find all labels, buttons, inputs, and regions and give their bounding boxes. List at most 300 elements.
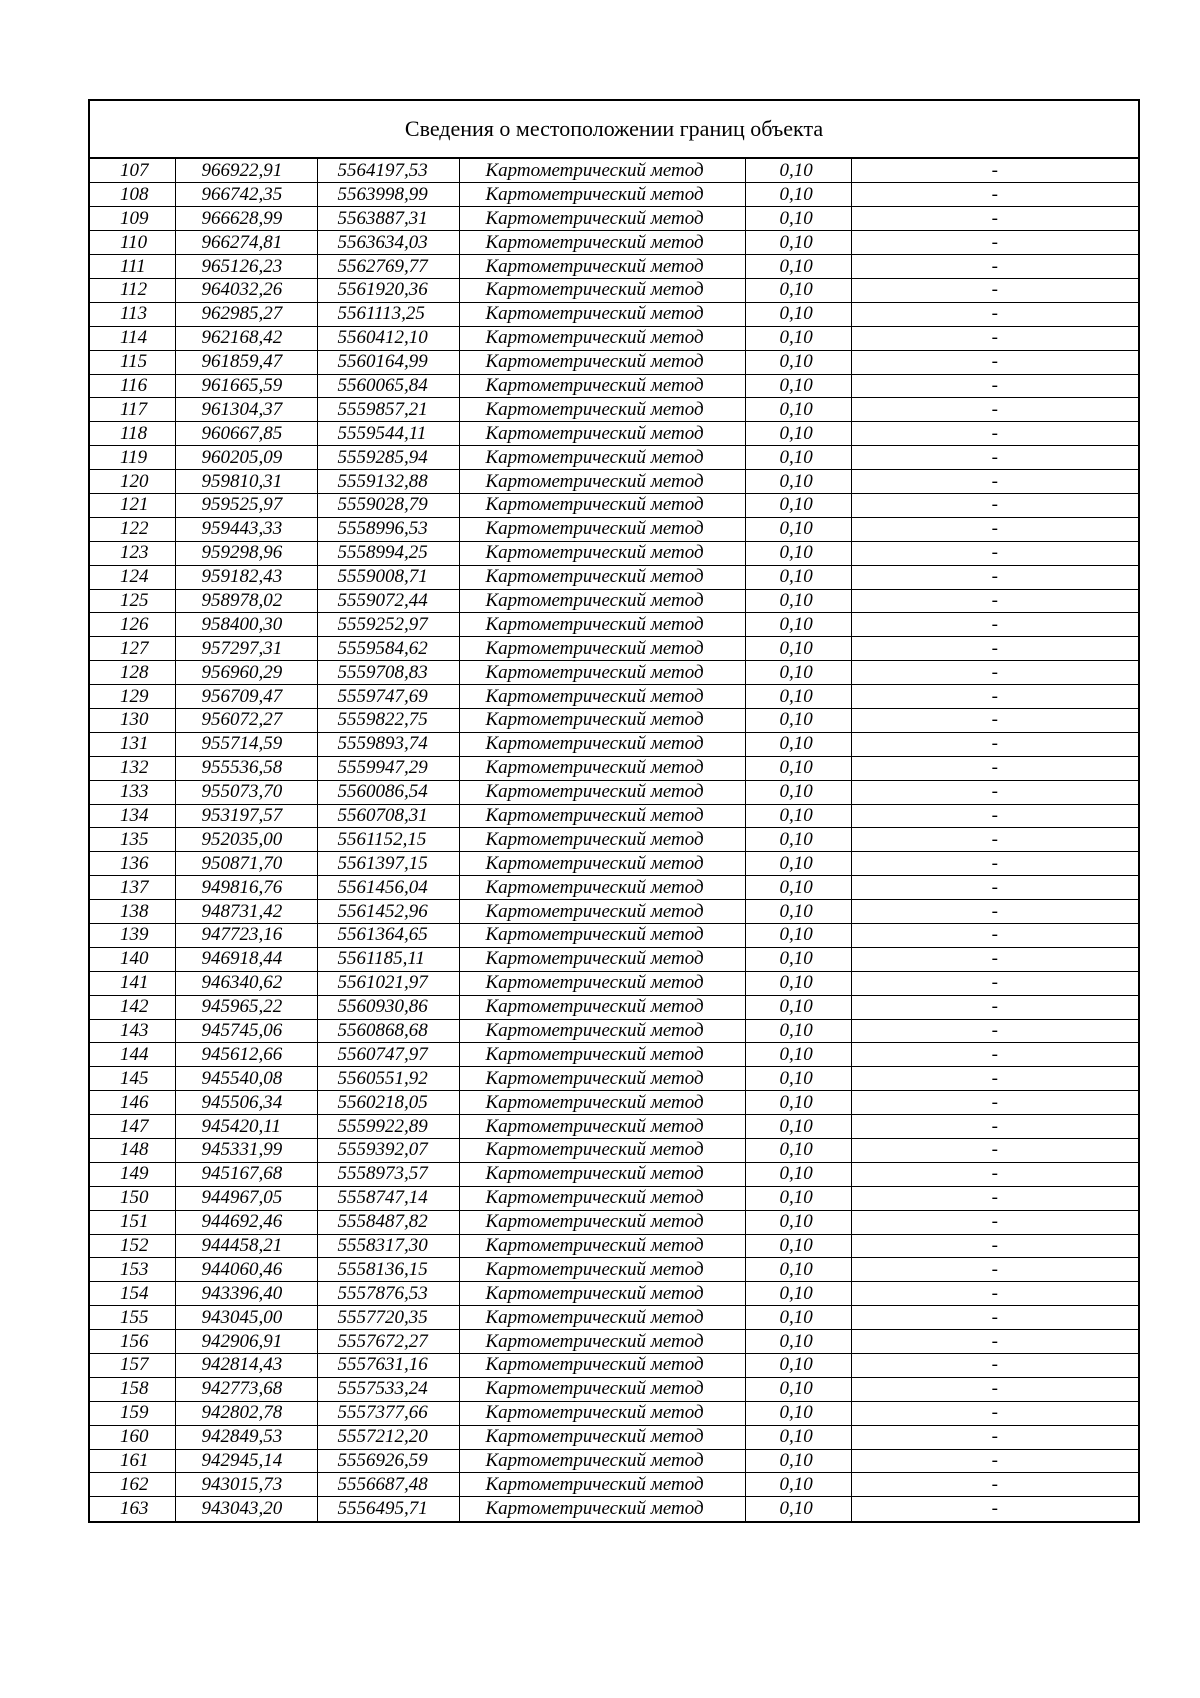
- y-coordinate-cell: 5559584,62: [317, 637, 459, 661]
- accuracy-cell: 0,10: [745, 1091, 851, 1115]
- method-cell: Картометрический метод: [459, 302, 745, 326]
- description-cell: -: [851, 1282, 1138, 1306]
- description-cell: -: [851, 1186, 1138, 1210]
- x-coordinate-cell: 956960,29: [175, 661, 317, 685]
- table-row: [90, 1306, 1138, 1330]
- x-coordinate-cell: 959525,97: [175, 493, 317, 517]
- method-cell: Картометрический метод: [459, 1186, 745, 1210]
- accuracy-cell: 0,10: [745, 350, 851, 374]
- boundary-table-frame: [88, 99, 1140, 1523]
- method-cell: Картометрический метод: [459, 255, 745, 279]
- table-title: Сведения о местоположении границ объекта: [90, 101, 1138, 159]
- table-row: [90, 661, 1138, 685]
- y-coordinate-cell: 5557533,24: [317, 1377, 459, 1401]
- accuracy-cell: 0,10: [745, 255, 851, 279]
- method-cell: Картометрический метод: [459, 231, 745, 255]
- x-coordinate-cell: 961665,59: [175, 374, 317, 398]
- x-coordinate-cell: 944967,05: [175, 1186, 317, 1210]
- point-number-cell: 149: [90, 1162, 175, 1186]
- point-number-cell: 110: [90, 231, 175, 255]
- table-row: [90, 1282, 1138, 1306]
- accuracy-cell: 0,10: [745, 159, 851, 183]
- method-cell: Картометрический метод: [459, 326, 745, 350]
- x-coordinate-cell: 944060,46: [175, 1258, 317, 1282]
- accuracy-cell: 0,10: [745, 565, 851, 589]
- method-cell: Картометрический метод: [459, 565, 745, 589]
- description-cell: -: [851, 971, 1138, 995]
- table-row: [90, 1330, 1138, 1354]
- table-row: [90, 231, 1138, 255]
- description-cell: -: [851, 207, 1138, 231]
- method-cell: Картометрический метод: [459, 446, 745, 470]
- point-number-cell: 155: [90, 1306, 175, 1330]
- y-coordinate-cell: 5558994,25: [317, 541, 459, 565]
- description-cell: -: [851, 708, 1138, 732]
- point-number-cell: 135: [90, 828, 175, 852]
- point-number-cell: 154: [90, 1282, 175, 1306]
- y-coordinate-cell: 5561185,11: [317, 947, 459, 971]
- accuracy-cell: 0,10: [745, 1210, 851, 1234]
- x-coordinate-cell: 945965,22: [175, 995, 317, 1019]
- table-row: [90, 828, 1138, 852]
- point-number-cell: 157: [90, 1354, 175, 1378]
- accuracy-cell: 0,10: [745, 804, 851, 828]
- description-cell: -: [851, 756, 1138, 780]
- description-cell: -: [851, 326, 1138, 350]
- method-cell: Картометрический метод: [459, 1473, 745, 1497]
- table-row: [90, 255, 1138, 279]
- x-coordinate-cell: 942802,78: [175, 1401, 317, 1425]
- x-coordinate-cell: 943043,20: [175, 1497, 317, 1521]
- point-number-cell: 134: [90, 804, 175, 828]
- x-coordinate-cell: 955536,58: [175, 756, 317, 780]
- description-cell: -: [851, 302, 1138, 326]
- accuracy-cell: 0,10: [745, 900, 851, 924]
- accuracy-cell: 0,10: [745, 1258, 851, 1282]
- method-cell: Картометрический метод: [459, 350, 745, 374]
- method-cell: Картометрический метод: [459, 756, 745, 780]
- x-coordinate-cell: 945745,06: [175, 1019, 317, 1043]
- y-coordinate-cell: 5557672,27: [317, 1330, 459, 1354]
- accuracy-cell: 0,10: [745, 1473, 851, 1497]
- method-cell: Картометрический метод: [459, 183, 745, 207]
- accuracy-cell: 0,10: [745, 876, 851, 900]
- point-number-cell: 139: [90, 924, 175, 948]
- y-coordinate-cell: 5557212,20: [317, 1425, 459, 1449]
- y-coordinate-cell: 5560218,05: [317, 1091, 459, 1115]
- x-coordinate-cell: 942814,43: [175, 1354, 317, 1378]
- method-cell: Картометрический метод: [459, 1210, 745, 1234]
- description-cell: -: [851, 900, 1138, 924]
- accuracy-cell: 0,10: [745, 1330, 851, 1354]
- point-number-cell: 111: [90, 255, 175, 279]
- y-coordinate-cell: 5558487,82: [317, 1210, 459, 1234]
- description-cell: -: [851, 493, 1138, 517]
- point-number-cell: 118: [90, 422, 175, 446]
- point-number-cell: 150: [90, 1186, 175, 1210]
- y-coordinate-cell: 5563887,31: [317, 207, 459, 231]
- table-row: [90, 1258, 1138, 1282]
- x-coordinate-cell: 959810,31: [175, 470, 317, 494]
- y-coordinate-cell: 5561113,25: [317, 302, 459, 326]
- method-cell: Картометрический метод: [459, 1330, 745, 1354]
- table-row: [90, 183, 1138, 207]
- point-number-cell: 156: [90, 1330, 175, 1354]
- accuracy-cell: 0,10: [745, 1377, 851, 1401]
- method-cell: Картометрический метод: [459, 1401, 745, 1425]
- description-cell: -: [851, 1377, 1138, 1401]
- accuracy-cell: 0,10: [745, 1306, 851, 1330]
- x-coordinate-cell: 950871,70: [175, 852, 317, 876]
- accuracy-cell: 0,10: [745, 1139, 851, 1163]
- table-row: [90, 1497, 1138, 1521]
- y-coordinate-cell: 5559857,21: [317, 398, 459, 422]
- table-row: [90, 780, 1138, 804]
- table-row: [90, 947, 1138, 971]
- y-coordinate-cell: 5558996,53: [317, 517, 459, 541]
- table-row: [90, 159, 1138, 183]
- point-number-cell: 130: [90, 708, 175, 732]
- table-row: [90, 995, 1138, 1019]
- method-cell: Картометрический метод: [459, 804, 745, 828]
- coordinates-table-body: [90, 159, 1138, 1521]
- y-coordinate-cell: 5559922,89: [317, 1115, 459, 1139]
- accuracy-cell: 0,10: [745, 231, 851, 255]
- x-coordinate-cell: 942945,14: [175, 1449, 317, 1473]
- method-cell: Картометрический метод: [459, 207, 745, 231]
- description-cell: -: [851, 613, 1138, 637]
- point-number-cell: 109: [90, 207, 175, 231]
- table-row: [90, 1377, 1138, 1401]
- table-row: [90, 326, 1138, 350]
- y-coordinate-cell: 5561021,97: [317, 971, 459, 995]
- y-coordinate-cell: 5562769,77: [317, 255, 459, 279]
- description-cell: -: [851, 446, 1138, 470]
- point-number-cell: 120: [90, 470, 175, 494]
- y-coordinate-cell: 5559028,79: [317, 493, 459, 517]
- point-number-cell: 163: [90, 1497, 175, 1521]
- description-cell: -: [851, 661, 1138, 685]
- method-cell: Картометрический метод: [459, 1258, 745, 1282]
- x-coordinate-cell: 956709,47: [175, 685, 317, 709]
- table-row: [90, 589, 1138, 613]
- y-coordinate-cell: 5557720,35: [317, 1306, 459, 1330]
- description-cell: -: [851, 876, 1138, 900]
- description-cell: -: [851, 804, 1138, 828]
- description-cell: -: [851, 1019, 1138, 1043]
- x-coordinate-cell: 962985,27: [175, 302, 317, 326]
- description-cell: -: [851, 1258, 1138, 1282]
- method-cell: Картометрический метод: [459, 159, 745, 183]
- accuracy-cell: 0,10: [745, 302, 851, 326]
- method-cell: Картометрический метод: [459, 852, 745, 876]
- point-number-cell: 148: [90, 1139, 175, 1163]
- table-row: [90, 1091, 1138, 1115]
- x-coordinate-cell: 944692,46: [175, 1210, 317, 1234]
- point-number-cell: 141: [90, 971, 175, 995]
- x-coordinate-cell: 961304,37: [175, 398, 317, 422]
- method-cell: Картометрический метод: [459, 493, 745, 517]
- x-coordinate-cell: 947723,16: [175, 924, 317, 948]
- table-row: [90, 1186, 1138, 1210]
- table-row: [90, 708, 1138, 732]
- x-coordinate-cell: 943015,73: [175, 1473, 317, 1497]
- description-cell: -: [991, 1498, 998, 1520]
- table-row: [90, 732, 1138, 756]
- accuracy-cell: 0,10: [745, 685, 851, 709]
- point-number-cell: 140: [90, 947, 175, 971]
- table-row: [90, 613, 1138, 637]
- description-cell: -: [851, 685, 1138, 709]
- y-coordinate-cell: 5561152,15: [317, 828, 459, 852]
- point-number-cell: 145: [90, 1067, 175, 1091]
- y-coordinate-cell: 5559252,97: [317, 613, 459, 637]
- y-coordinate-cell: 5560747,97: [317, 1043, 459, 1067]
- y-coordinate-cell: 5560086,54: [317, 780, 459, 804]
- x-coordinate-cell: 952035,00: [175, 828, 317, 852]
- table-row: [90, 207, 1138, 231]
- description-cell: -: [851, 1234, 1138, 1258]
- table-row: [90, 302, 1138, 326]
- table-row: [90, 1067, 1138, 1091]
- point-number-cell: 115: [90, 350, 175, 374]
- x-coordinate-cell: 960205,09: [175, 446, 317, 470]
- table-row: [90, 924, 1138, 948]
- table-row: [90, 1139, 1138, 1163]
- x-coordinate-cell: 966274,81: [175, 231, 317, 255]
- point-number-cell: 131: [90, 732, 175, 756]
- x-coordinate-cell: 943045,00: [175, 1306, 317, 1330]
- point-number-cell: 119: [90, 446, 175, 470]
- accuracy-cell: 0,10: [745, 541, 851, 565]
- point-number-cell: 136: [90, 852, 175, 876]
- x-coordinate-cell: 946918,44: [175, 947, 317, 971]
- point-number-cell: 129: [90, 685, 175, 709]
- method-cell: Картометрический метод: [459, 541, 745, 565]
- point-number-cell: 160: [90, 1425, 175, 1449]
- accuracy-cell: 0,10: [745, 852, 851, 876]
- method-cell: Картометрический метод: [459, 971, 745, 995]
- table-row: [90, 685, 1138, 709]
- table-row: [90, 1234, 1138, 1258]
- y-coordinate-cell: 5560164,99: [317, 350, 459, 374]
- point-number-cell: 142: [90, 995, 175, 1019]
- method-cell: Картометрический метод: [459, 708, 745, 732]
- description-cell: -: [851, 1067, 1138, 1091]
- y-coordinate-cell: 5564197,53: [317, 159, 459, 183]
- description-cell: -: [851, 541, 1138, 565]
- x-coordinate-cell: 955714,59: [175, 732, 317, 756]
- accuracy-cell: 0,10: [745, 924, 851, 948]
- table-row: [90, 1210, 1138, 1234]
- y-coordinate-cell: 5561920,36: [317, 278, 459, 302]
- table-row: [90, 517, 1138, 541]
- table-row: [90, 446, 1138, 470]
- accuracy-cell: 0,10: [745, 470, 851, 494]
- x-coordinate-cell: 956072,27: [175, 708, 317, 732]
- point-number-cell: 116: [90, 374, 175, 398]
- method-cell: Картометрический метод: [459, 1139, 745, 1163]
- accuracy-cell: 0,10: [745, 1019, 851, 1043]
- point-number-cell: 153: [90, 1258, 175, 1282]
- accuracy-cell: 0,10: [745, 1043, 851, 1067]
- accuracy-cell: 0,10: [745, 756, 851, 780]
- method-cell: Картометрический метод: [459, 398, 745, 422]
- description-cell: -: [851, 1401, 1138, 1425]
- x-coordinate-cell: 959443,33: [175, 517, 317, 541]
- method-cell: Картометрический метод: [459, 1091, 745, 1115]
- y-coordinate-cell: 5560412,10: [317, 326, 459, 350]
- accuracy-cell: 0,10: [745, 732, 851, 756]
- point-number-cell: 144: [90, 1043, 175, 1067]
- x-coordinate-cell: 966922,91: [175, 159, 317, 183]
- point-number-cell: 123: [90, 541, 175, 565]
- y-coordinate-cell: 5559822,75: [317, 708, 459, 732]
- method-cell: Картометрический метод: [459, 661, 745, 685]
- point-number-cell: 151: [90, 1210, 175, 1234]
- method-cell: Картометрический метод: [459, 1162, 745, 1186]
- x-coordinate-cell: 945612,66: [175, 1043, 317, 1067]
- table-row: [90, 637, 1138, 661]
- x-coordinate-cell: 944458,21: [175, 1234, 317, 1258]
- y-coordinate-cell: 5558136,15: [317, 1258, 459, 1282]
- method-cell: Картометрический метод: [459, 1497, 745, 1521]
- method-cell: Картометрический метод: [459, 900, 745, 924]
- description-cell: -: [851, 995, 1138, 1019]
- description-cell: -: [851, 255, 1138, 279]
- description-cell: -: [851, 1449, 1138, 1473]
- table-row: [90, 278, 1138, 302]
- point-number-cell: 146: [90, 1091, 175, 1115]
- table-row: [90, 1019, 1138, 1043]
- accuracy-cell: 0,10: [745, 1449, 851, 1473]
- table-row: [90, 470, 1138, 494]
- point-number-cell: 127: [90, 637, 175, 661]
- point-number-cell: 108: [90, 183, 175, 207]
- x-coordinate-cell: 943396,40: [175, 1282, 317, 1306]
- point-number-cell: 158: [90, 1377, 175, 1401]
- point-number-cell: 143: [90, 1019, 175, 1043]
- accuracy-cell: 0,10: [745, 1162, 851, 1186]
- x-coordinate-cell: 942773,68: [175, 1377, 317, 1401]
- y-coordinate-cell: 5559893,74: [317, 732, 459, 756]
- x-coordinate-cell: 942906,91: [175, 1330, 317, 1354]
- point-number-cell: 132: [90, 756, 175, 780]
- table-row: [90, 1401, 1138, 1425]
- y-coordinate-cell: 5558747,14: [317, 1186, 459, 1210]
- table-row: [90, 1162, 1138, 1186]
- method-cell: Картометрический метод: [459, 732, 745, 756]
- method-cell: Картометрический метод: [459, 1234, 745, 1258]
- y-coordinate-cell: 5563634,03: [317, 231, 459, 255]
- accuracy-cell: 0,10: [745, 1282, 851, 1306]
- description-cell: -: [851, 1425, 1138, 1449]
- table-row: [90, 756, 1138, 780]
- accuracy-cell: 0,10: [745, 1425, 851, 1449]
- y-coordinate-cell: 5557631,16: [317, 1354, 459, 1378]
- method-cell: Картометрический метод: [459, 1449, 745, 1473]
- accuracy-cell: 0,10: [745, 613, 851, 637]
- table-row: [90, 900, 1138, 924]
- point-number-cell: 113: [90, 302, 175, 326]
- point-number-cell: 159: [90, 1401, 175, 1425]
- x-coordinate-cell: 966742,35: [175, 183, 317, 207]
- y-coordinate-cell: 5559544,11: [317, 422, 459, 446]
- y-coordinate-cell: 5558317,30: [317, 1234, 459, 1258]
- accuracy-cell: 0,10: [745, 947, 851, 971]
- method-cell: Картометрический метод: [459, 1067, 745, 1091]
- accuracy-cell: 0,10: [745, 493, 851, 517]
- table-row: [90, 374, 1138, 398]
- x-coordinate-cell: 965126,23: [175, 255, 317, 279]
- table-row: [90, 493, 1138, 517]
- description-cell: -: [851, 231, 1138, 255]
- accuracy-cell: 0,10: [745, 1067, 851, 1091]
- accuracy-cell: 0,10: [745, 828, 851, 852]
- method-cell: Картометрический метод: [459, 613, 745, 637]
- description-cell: -: [851, 1354, 1138, 1378]
- accuracy-cell: 0,10: [745, 398, 851, 422]
- description-cell: -: [851, 1091, 1138, 1115]
- description-cell: -: [851, 565, 1138, 589]
- x-coordinate-cell: 958978,02: [175, 589, 317, 613]
- accuracy-cell: 0,10: [745, 637, 851, 661]
- accuracy-cell: 0,10: [745, 708, 851, 732]
- table-row: [90, 422, 1138, 446]
- point-number-cell: 107: [90, 159, 175, 183]
- description-cell: -: [851, 1115, 1138, 1139]
- description-cell: -: [851, 183, 1138, 207]
- point-number-cell: 133: [90, 780, 175, 804]
- method-cell: Картометрический метод: [459, 470, 745, 494]
- accuracy-cell: 0,10: [745, 207, 851, 231]
- description-cell: -: [851, 1330, 1138, 1354]
- table-row: [90, 565, 1138, 589]
- y-coordinate-cell: 5561364,65: [317, 924, 459, 948]
- accuracy-cell: 0,10: [745, 995, 851, 1019]
- description-cell: -: [851, 637, 1138, 661]
- accuracy-cell: 0,10: [745, 422, 851, 446]
- x-coordinate-cell: 953197,57: [175, 804, 317, 828]
- table-row: [90, 398, 1138, 422]
- method-cell: Картометрический метод: [459, 1019, 745, 1043]
- table-row: [90, 1115, 1138, 1139]
- x-coordinate-cell: 945331,99: [175, 1139, 317, 1163]
- table-row: [90, 1449, 1138, 1473]
- y-coordinate-cell: 5560551,92: [317, 1067, 459, 1091]
- x-coordinate-cell: 964032,26: [175, 278, 317, 302]
- y-coordinate-cell: 5557377,66: [317, 1401, 459, 1425]
- x-coordinate-cell: 955073,70: [175, 780, 317, 804]
- method-cell: Картометрический метод: [459, 780, 745, 804]
- x-coordinate-cell: 959182,43: [175, 565, 317, 589]
- table-row: [90, 876, 1138, 900]
- y-coordinate-cell: 5559747,69: [317, 685, 459, 709]
- description-cell: -: [851, 1473, 1138, 1497]
- x-coordinate-cell: 960667,85: [175, 422, 317, 446]
- y-coordinate-cell: 5556926,59: [317, 1449, 459, 1473]
- description-cell: -: [851, 350, 1138, 374]
- table-row: [90, 852, 1138, 876]
- point-number-cell: 161: [90, 1449, 175, 1473]
- point-number-cell: 137: [90, 876, 175, 900]
- description-cell: -: [851, 1043, 1138, 1067]
- method-cell: Картометрический метод: [459, 1282, 745, 1306]
- method-cell: Картометрический метод: [459, 1306, 745, 1330]
- accuracy-cell: 0,10: [745, 517, 851, 541]
- accuracy-cell: 0,10: [745, 278, 851, 302]
- table-row: [90, 1425, 1138, 1449]
